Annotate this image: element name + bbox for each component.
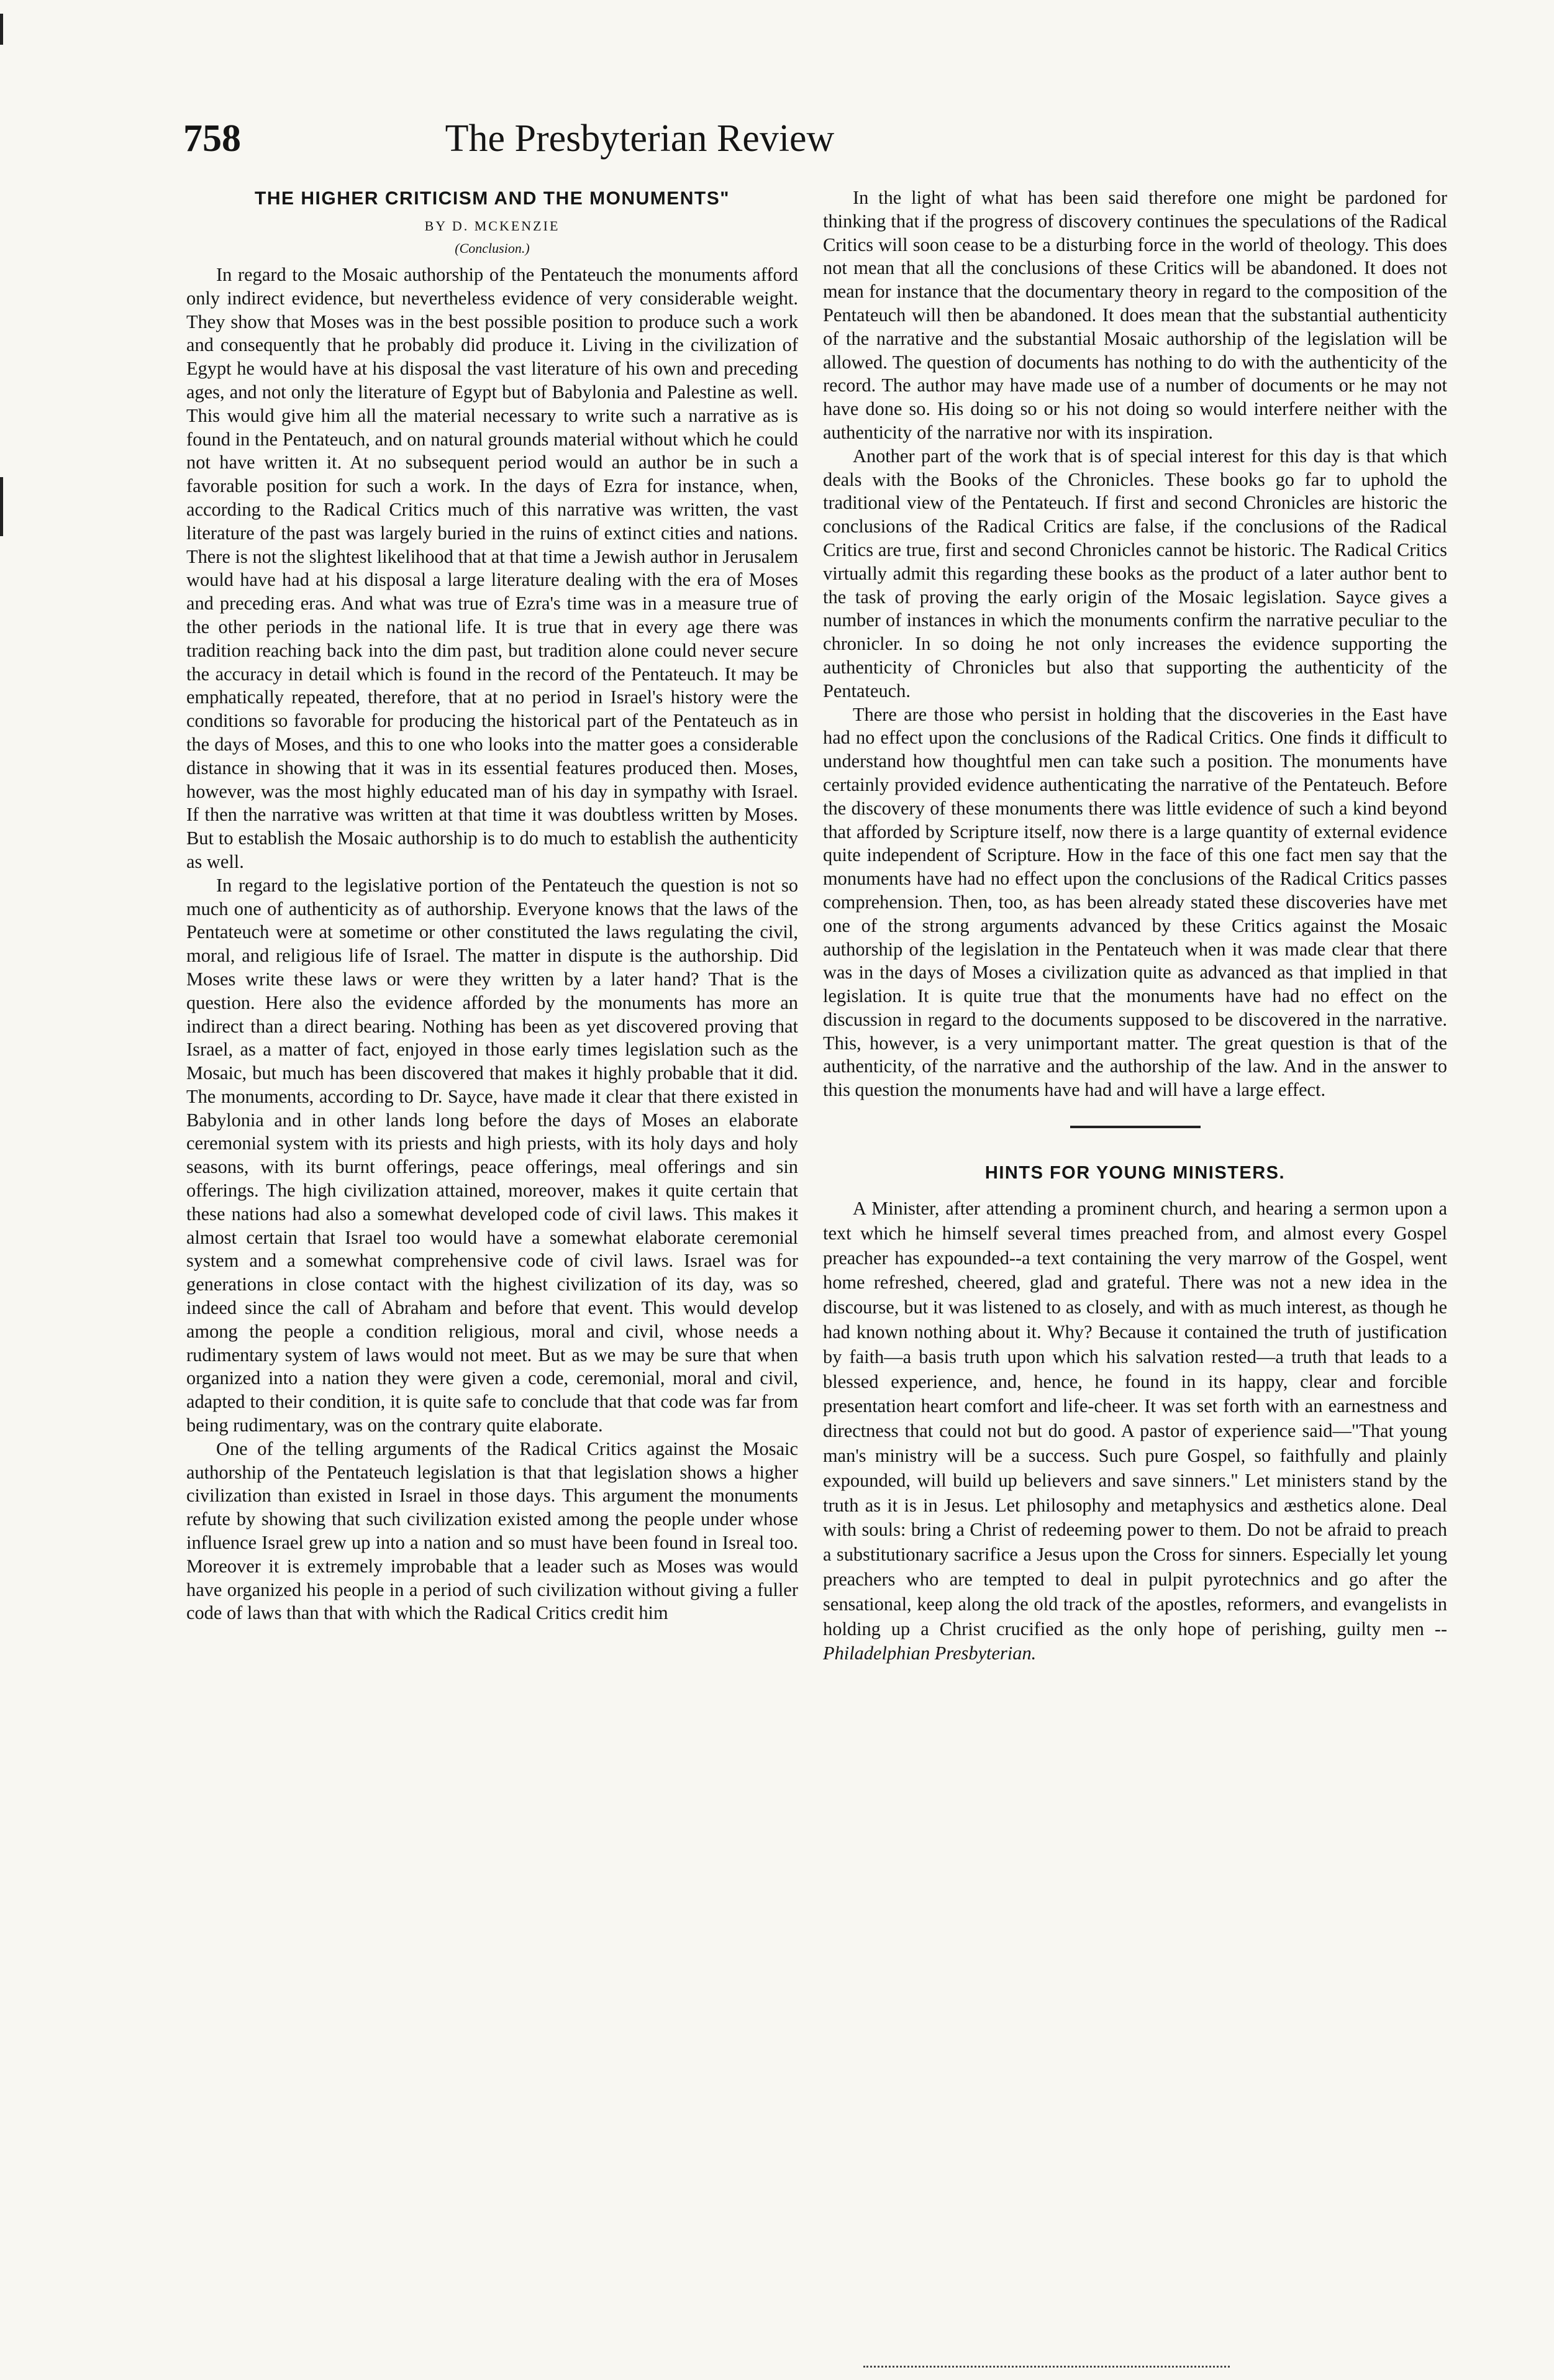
hints-paragraph [823,1197,1447,1666]
section-divider [1070,1126,1201,1128]
article-byline: BY D. MCKENZIE [424,218,560,234]
article-paragraph: Another part of the work that is of special interest for this day is that which deals with the Books of the Chronicles. These books go far to uphold the traditional view of the Pentateuch. If first and second Chronicles are historic the conclusions of the Radical Critics are false, if the conclusions of the Radical Critics are true, first and second Chronicles cannot be historic. The Radical Critics virtually admit this regarding these books as the product of a later author bent to the task of proving the early origin of the Mosaic legislation. Sayce gives a number of instances in which the monuments confirm the narrative peculiar to the chronicler. In so doing he not only increases the evidence supporting the authenticity of Chronicles but also that supporting the authenticity of the Pentateuch. [823,445,1447,701]
hints-signature: Philadelphian Presbyterian. [823,1643,1037,1664]
article-continued-note: (Conclusion.) [455,240,530,256]
hints-title: HINTS FOR YOUNG MINISTERS. [984,1163,1286,1183]
article-paragraph: In regard to the legislative portion of the Pentateuch the question is not so much one of authenticity as of authorship. Everyone knows that the laws of the Pentateuch were at sometime or other constituted the laws regulating the civil, moral, and religious life of Israel. The matter in dispute is the authorship. Did Moses write these laws or were they written by a later hand? That is the question. Here also the evidence afforded by the monuments has more an indirect than a direct bearing. Nothing has been as yet discovered proving that Israel, as a matter of fact, enjoyed in those early times legislation such as the Mosaic, but much has been discovered that makes it highly probable that it did. The monuments, according to Dr. Sayce, have made it clear that there existed in Babylonia and in other lands long before the days of Moses an elaborate ceremonial system with its priests and high priests, with its holy days and holy seasons, with its burnt offerings, peace offerings, meal offerings and sin offerings. The high civilization attained, moreover, makes it quite certain that these nations had also a somewhat developed code of civil laws. This makes it almost certain that Israel too would have a somewhat elaborate ceremonial system and a somewhat comprehensive code of civil laws. Israel was for generations in close contact with the highest civilization of its day, was so indeed since the call of Abraham and before that event. This would develop among the people a condition religious, moral and civil, whose needs a rudimentary system of laws would not meet. But as we may be sure that when organized into a nation they were given a code, ceremonial, moral and civil, adapted to their condition, it is quite safe to conclude that that code was far from being rudimentary, was on the contrary quite elaborate. [186,874,798,1436]
article-paragraph: In regard to the Mosaic authorship of the Pentateuch the monuments afford only indirect evidence, but nevertheless evidence of very considerable weight. They show that Moses was in the best possible position to produce such a work and consequently that he probably did produce it. Living in the civilization of Egypt he would have at his disposal the vast literature of his own and preceding ages, and not only the literature of Egypt but of Babylonia and Palestine as well. This would give him all the material necessary to write such a narrative as is found in the Pentateuch, and on natural grounds material without which he could not have written it. At no subsequent period would an author be in such a favorable position for such a work. In the days of Ezra for instance, when, according to the Radical Critics much of this narrative was written, the vast literature of the past was largely buried in the ruins of extinct cities and nations. There is not the slightest likelihood that at that time a Jewish author in Jerusalem would have had at his disposal a large literature dealing with the era of Moses and preceding eras. And what was true of Ezra's time was in a measure true of the other periods in the national life. It is true that in every age there was tradition reaching back into the dim past, but tradition alone could never secure the accuracy in detail which is found in the record of the Pentateuch. It may be emphatically repeated, therefore, that at no period in Israel's history were the conditions so favorable for producing the historical part of the Pentateuch as in the days of Moses, and this to one who looks into the matter goes a considerable distance in showing that it was in its essential features produced then. Moses, however, was the most highly educated man of his day in sympathy with Israel. If then the narrative was written at that time it was doubtless written by Moses. But to establish the Mosaic authorship is to do much to establish the authenticity as well. [186,264,798,872]
hints-body: A Minister, after attending a prominent church, and hearing a sermon upon a text which he himself several times preached from, and almost every Gospel preacher has expounded--a text containing the very marrow of the Gospel, went home refreshed, cheered, glad and grateful. There was not a new idea in the discourse, but it was listened to as closely, and with as much interest, as though he had known nothing about it. Why? Because it contained the truth of justification by faith—a basis truth upon which his salvation rested—a truth that leads to a blessed experience, and, hence, he found in its happy, clear and forcible presentation heart comfort and life-cheer. It was set forth with an earnestness and directness that could not but do good. A pastor of experience said—"That young man's ministry will be a success. Such pure Gospel, so faithfully and plainly expounded, will build up believers and save sinners." Let ministers stand by the truth as it is in Jesus. Let philosophy and metaphysics and æsthetics alone. Deal with souls: bring a Christ of redeeming power to them. Do not be afraid to preach a substitutionary sacrifice a Jesus upon the Cross for sinners. Especially let young preachers who are tempted to deal in pulpit pyrotechnics and go after the sensational, keep along the old track of the apostles, reformers, and evangelists in holding up a Christ crucified as the only hope of perishing, guilty men -- [823,1198,1447,1639]
article-title: THE HIGHER CRITICISM AND THE MONUMENTS" [255,188,730,209]
running-head [183,117,1047,166]
footer-dotted-mark [863,2366,1230,2368]
scan-edge-mark-middle [0,477,3,536]
journal-title: The Presbyterian Review [445,117,835,160]
left-column [186,186,798,1625]
article-paragraph: One of the telling arguments of the Radical Critics against the Mosaic authorship of the Pentateuch legislation is that that legislation shows a higher civilization than existed in Israel in those days. This argument the monuments refute by showing that such civilization existed among the people under whose influence Israel grew up into a nation and so must have been found in Isreal too. Moreover it is extremely improbable that a leader such as Moses was would have organized his people in a period of such civilization without giving a fuller code of laws than that with which the Radical Critics credit him [186,1438,798,1624]
hints-section [823,1197,1447,1666]
page-number: 758 [183,117,241,160]
right-column [823,186,1447,1666]
article-paragraph: In the light of what has been said therefore one might be pardoned for thinking that if the progress of discovery continues the speculations of the Radical Critics will soon cease to be a disturbing force in the world of theology. This does not mean that all the conclusions of these Critics will be abandoned. It does not mean for instance that the documentary theory in regard to the composition of the Pentateuch will then be abandoned. It does mean that the substantial authenticity of the narrative and the substantial Mosaic authorship of the legislation will be allowed. The question of documents has nothing to do with the authenticity of the record. The author may have made use of a number of documents or he may not have done so. His doing so or his not doing so would interfere neither with the authenticity of the narrative nor with its inspiration. [823,187,1447,443]
article-paragraph: There are those who persist in holding that the discoveries in the East have had no effect upon the conclusions of the Radical Critics. One finds it difficult to understand how thoughtful men can take such a position. The monuments have certainly provided evidence authenticating the narrative of the Pentateuch. Before the discovery of these monuments there was little evidence of such a kind beyond that afforded by Scripture itself, now there is a large quantity of external evidence quite independent of Scripture. How in the face of this one fact men say that the monuments have had no effect upon the conclusions of the Radical Critics passes comprehension. Then, too, as has been already stated these discoveries have met one of the strong arguments advanced by these Critics against the Mosaic authorship of the legislation in the Pentateuch when it was made clear that there was in the days of Moses a civilization quite as advanced as that implied in that legislation. It is quite true that the monuments have had no effect on the discussion in regard to the documents supposed to be discovered in the narrative. This, however, is a very unimportant matter. The great question is that of the authenticity, of the narrative and the authorship of the law. And in the answer to this question the monuments have had and will have a large effect. [823,703,1447,1101]
scan-edge-mark-top [0,14,3,45]
